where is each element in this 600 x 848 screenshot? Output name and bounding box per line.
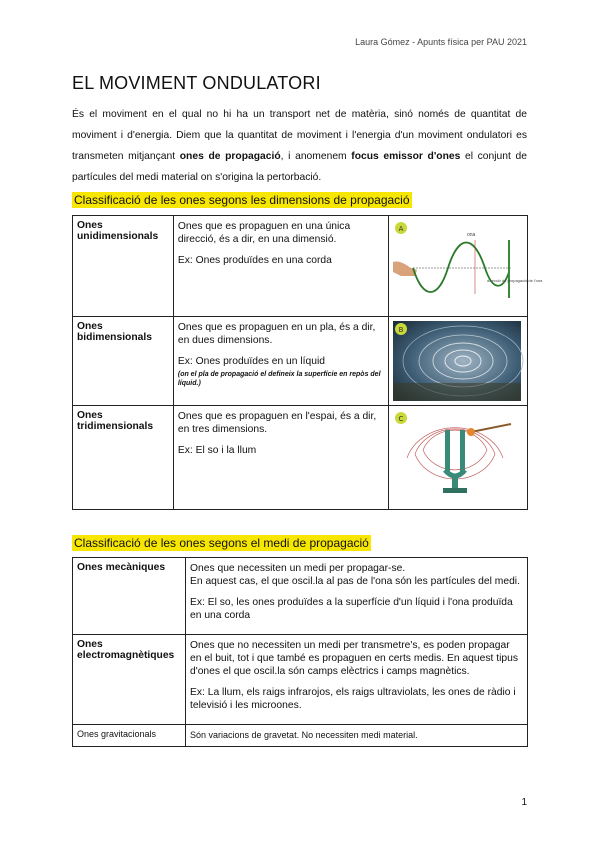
row-name: Ones mecàniques [73,558,186,635]
table-row [73,725,528,747]
intro-bold-1: ones de propagació [179,151,281,162]
section-title-dimensions: Classificació de les ones segons les dimensions de propagació [74,193,410,207]
row-example: Ex: El so, les ones produïdes a la superfície d'un líquid i l'ona produïda en una corda [190,597,513,621]
dimensions-table [72,215,543,510]
water-ripples-photo [393,321,521,401]
figure-label-direction: direcció de propagació de l'ona [487,278,543,283]
row-image-cell [389,216,543,317]
table-row [73,317,528,406]
row-desc-text: Ones que es propaguen en una única direcció, és a dir, en una dimensió. [177,221,351,245]
figure-badge: C [398,415,404,423]
row-desc-text: Ones que necessiten un medi per propagar-se. En aquest cas, el que oscil.la al pas de l'ona són les partícules del medi. [190,563,520,587]
row-name: Ones tridimensionals [73,406,174,510]
table-row [73,406,528,510]
table-row [73,558,528,635]
row-desc-text: Ones que es propaguen en un pla, és a dir, en dues dimensions. [177,322,376,346]
row-example: Ex: La llum, els raigs infrarojos, els raigs ultraviolats, les ones de ràdio i televisió i les microones. [190,687,516,711]
tuning-fork-figure [393,410,521,496]
row-name: Ones bidimensionals [73,317,174,406]
page-header: Laura Gómez - Apunts física per PAU 2021 [355,37,527,47]
table-row [73,216,528,317]
row-example: Ex: Ones produïdes en un líquid [177,356,325,367]
row-image-cell [389,317,528,406]
figure-label-ona: ona [467,232,476,238]
row-example: Ex: El so i la llum [177,445,257,456]
row-example: Ex: Ones produïdes en una corda [177,255,332,266]
intro-text-1: És el moviment en el qual no hi ha un transport net de matèria, sinó només de quantitat de moviment i d'energia. Diem que la quantitat de moviment i l'energia d'un moviment ondulatori es transmeten mitjançant [72,109,527,162]
row-description [186,635,528,725]
row-description [173,406,388,510]
intro-text-2: , i anomenem [280,151,352,162]
row-desc-text: Ones que es propaguen en l'espai, és a dir, en tres dimensions. [177,411,377,435]
row-name: Ones unidimensionals [73,216,174,317]
table-row [73,635,528,725]
intro-text-3: el conjunt de partícules del medi material on s'origina la pertorbació. [72,151,527,183]
page-number: 1 [521,797,527,808]
intro-bold-2: focus emissor d'ones [351,151,461,162]
row-name: Ones electromagnètiques [73,635,186,725]
row-description: Són variacions de gravetat. No necessiten medi material. [186,725,528,747]
row-name: Ones gravitacionals [73,725,186,747]
intro-paragraph [72,104,527,188]
figure-badge: A [398,225,404,233]
row-note: (on el pla de propagació el defineix la superfície en repòs del líquid.) [177,371,381,387]
rope-wave-figure [393,220,543,300]
row-image-cell [389,406,528,510]
row-description [173,317,388,406]
figure-badge: B [398,326,404,334]
section-title-medium: Classificació de les ones segons el medi de propagació [74,536,369,550]
row-description [173,216,388,317]
page-title: EL MOVIMENT ONDULATORI [72,73,321,93]
row-desc-text: Ones que no necessiten un medi per transmetre's, es poden propagar en el buit, tot i que també es propaguen en certs medis. En aquest tipus d'ones el que oscil.la són camps elèctrics i camps magnètics. [190,640,518,677]
medium-table [72,557,528,747]
row-description [186,558,528,635]
